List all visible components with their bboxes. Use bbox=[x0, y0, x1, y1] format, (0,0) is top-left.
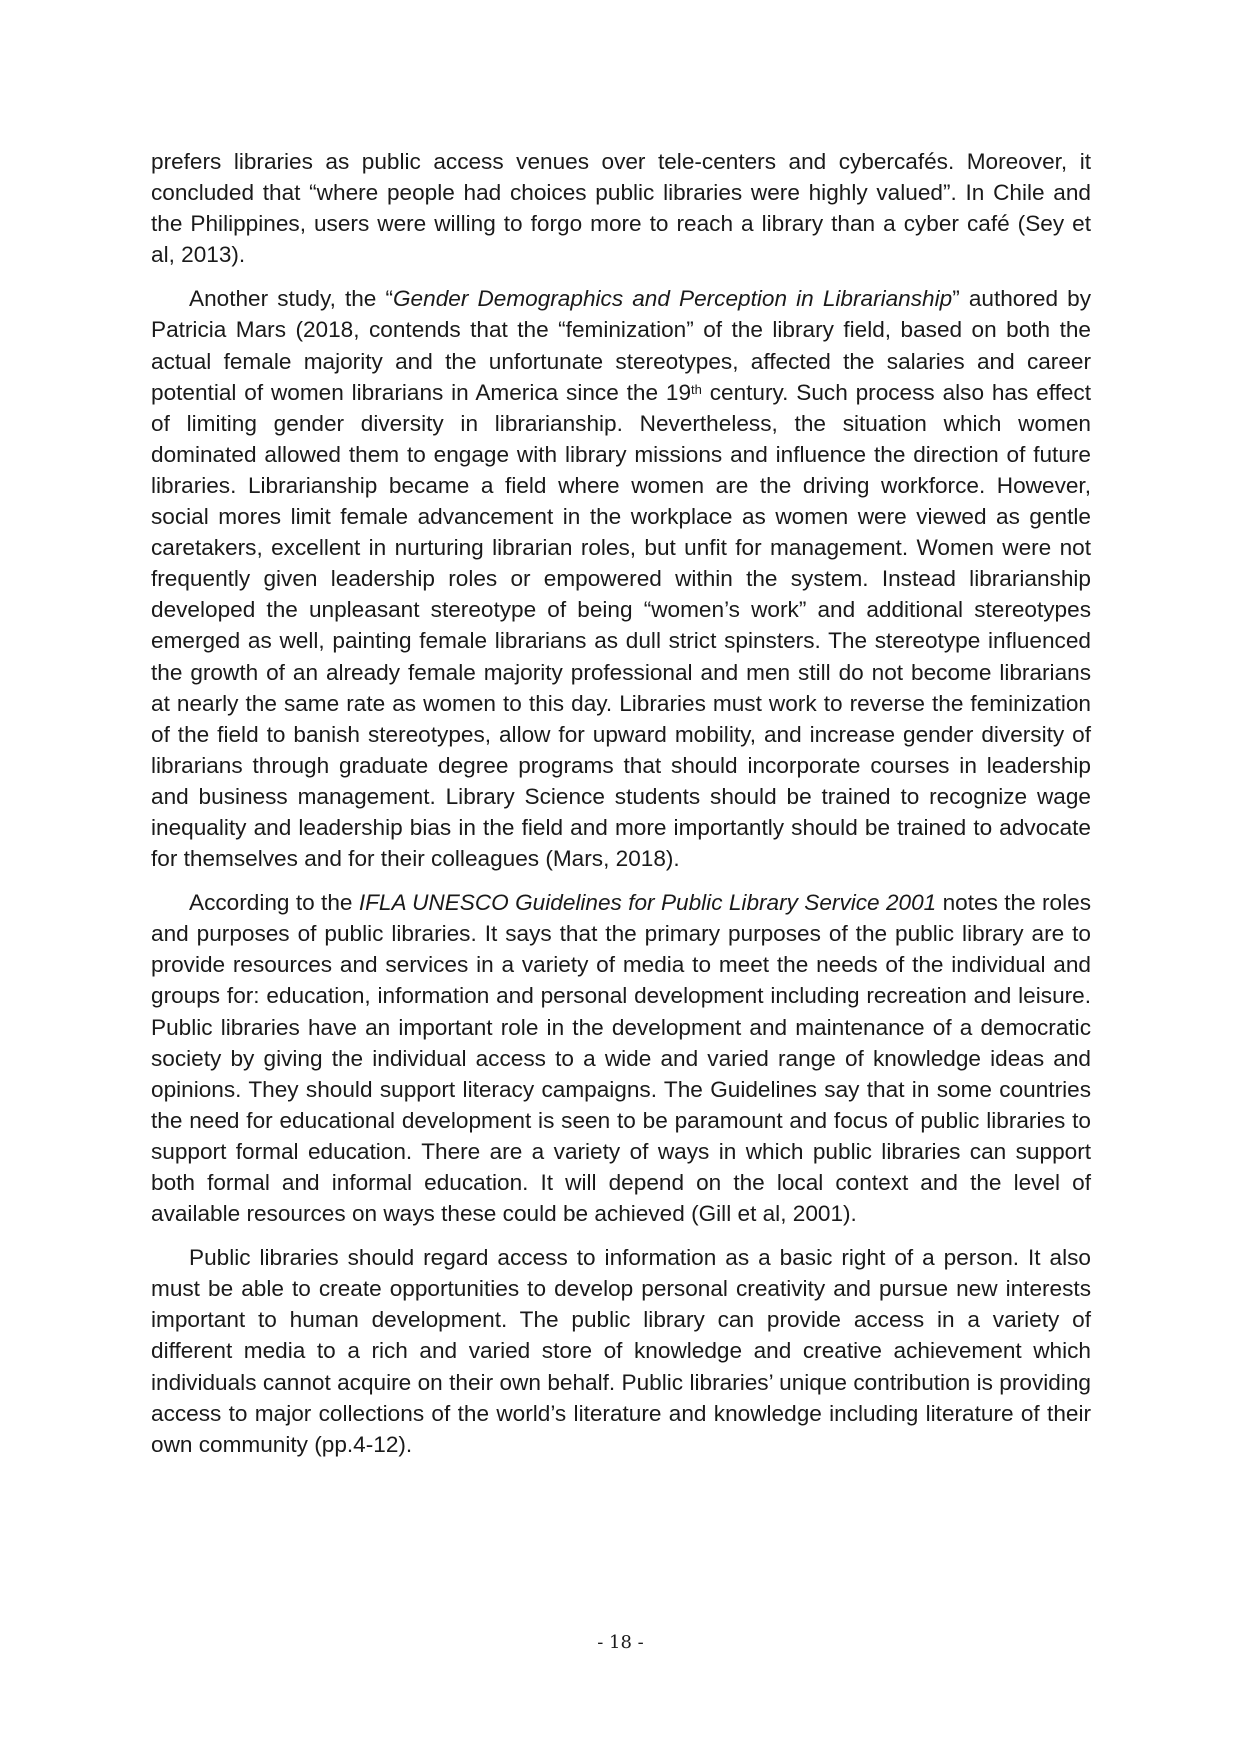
guidelines-title: IFLA UNESCO Guidelines for Public Library Service 2001 bbox=[358, 890, 937, 916]
paragraph-lead: Another study, the “ bbox=[189, 286, 393, 312]
ordinal-superscript: th bbox=[691, 381, 702, 397]
paragraph-text: century. Such process also has effect of limiting gender diversity in librarianship. Nevertheless, the situation which women dominated allowed them to engage with library missions and influence the direction of future libraries. Librarianship became a field where women are the driving workforce. However, social mores limit female advancement in the workplace as women were viewed as gentle caretakers, excellent in nurturing librarian roles, but unfit for management. Women were not frequently given leadership roles or empowered within the system. Instead librarianship developed the unpleasant stereotype of being “women’s work” and additional stereotypes emerged as well, painting female librarians as dull strict spinsters. The stereotype influenced the growth of an already female majority professional and men still do not become librarians at nearly the same rate as women to this day. Libraries must work to reverse the feminization of the field to banish stereotypes, allow for upward mobility, and increase gender diversity of librarians through graduate degree programs that should incorporate courses in leadership and business management. Library Science students should be trained to recognize wage inequality and leadership bias in the field and more importantly should be trained to advocate for themselves and for their colleagues (Mars, 2018). bbox=[151, 379, 1091, 872]
paragraph-lead: According to the bbox=[189, 890, 359, 916]
paragraph-text: ” authored by Patricia Mars (2018, contends that the “feminization” of the library field, based on both the actual female majority and the unfortunate stereotypes, affected the salaries and career potential of women librarians in America since the 19 bbox=[151, 286, 1091, 405]
page-number: - 18 - bbox=[597, 1632, 644, 1653]
paragraph-access-right: Public libraries should regard access to information as a basic right of a person. It also must be able to create opportunities to develop personal creativity and pursue new interests important to human development. The public library can provide access in a variety of different media to a rich and varied store of knowledge and creative achievement which individuals cannot acquire on their own behalf. Public libraries’ unique contribution is providing access to major collections of the world’s literature and knowledge including literature of their own community (pp.4-12). bbox=[151, 1245, 1091, 1457]
paragraph-gender-demographics bbox=[151, 283, 1091, 874]
study-title: Gender Demographics and Perception in Librarianship bbox=[392, 286, 953, 312]
paragraph-ifla-guidelines bbox=[151, 887, 1091, 1229]
page-body bbox=[151, 146, 1091, 1460]
paragraph-continuation: prefers libraries as public access venues over tele-centers and cybercafés. Moreover, it concluded that “where people had choices public libraries were highly valued”. In Chile and the Philippines, users were willing to forgo more to reach a library than a cyber café (Sey et al, 2013). bbox=[151, 149, 1091, 268]
paragraph-text: notes the roles and purposes of public libraries. It says that the primary purposes of the public library are to provide resources and services in a variety of media to meet the needs of the individual and groups for: education, information and personal development including recreation and leisure. Public libraries have an important role in the development and maintenance of a democratic society by giving the individual access to a wide and varied range of knowledge ideas and opinions. They should support literacy campaigns. The Guidelines say that in some countries the need for educational development is seen to be paramount and focus of public libraries to support formal education. There are a variety of ways in which public libraries can support both formal and informal education. It will depend on the local context and the level of available resources on ways these could be achieved (Gill et al, 2001). bbox=[151, 890, 1091, 1227]
